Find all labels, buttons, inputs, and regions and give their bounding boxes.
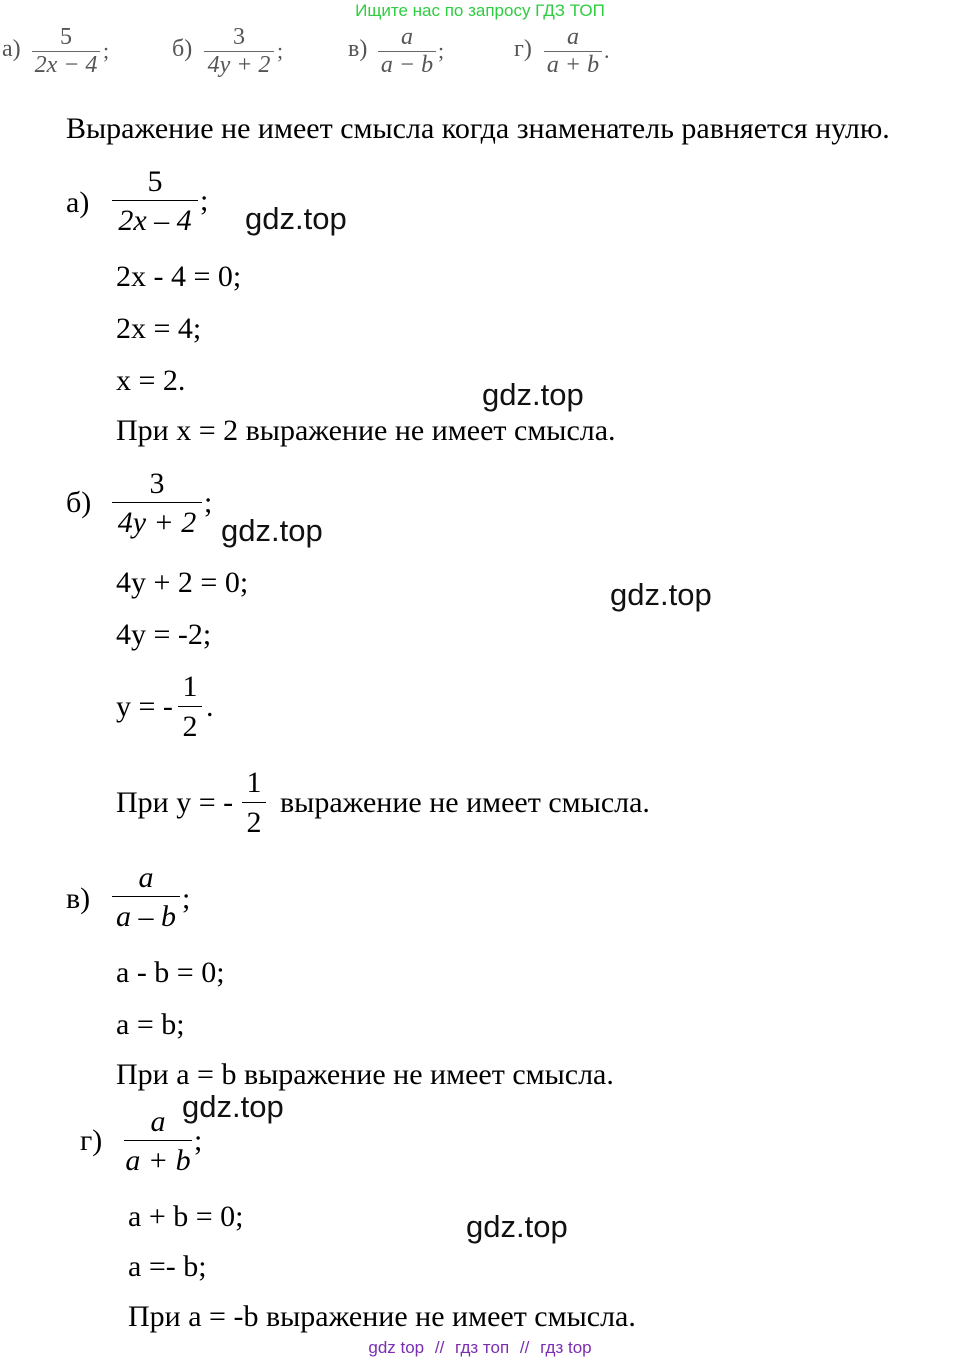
sol-b-fraction [112, 466, 202, 543]
sol-b-step-2: 4y = -2; [116, 618, 212, 651]
sol-d-punct: ; [194, 1124, 203, 1157]
task-d-numerator: a [567, 24, 579, 50]
sol-d-conclusion: При a = -b выражение не имеет смысла. [128, 1300, 636, 1333]
sol-b-conclusion-rest: выражение не имеет смысла. [280, 786, 650, 819]
sol-d-label: г) [80, 1124, 103, 1157]
task-a-fraction [32, 24, 100, 79]
sol-c-conclusion: При a = b выражение не имеет смысла. [116, 1058, 614, 1091]
watermark: gdz.top [221, 513, 323, 548]
sol-a-label: а) [66, 186, 90, 219]
task-a-numerator: 5 [60, 24, 72, 50]
sol-c-denominator: a – b [116, 900, 176, 933]
sol-b-conclusion-fraction [242, 764, 266, 843]
sol-b-conclusion-numerator: 1 [246, 766, 262, 799]
footer-link[interactable]: гдз топ [455, 1338, 510, 1357]
sol-b-conclusion-lhs: При y = - [116, 786, 234, 819]
task-c-fraction [378, 24, 436, 79]
footer-link[interactable]: gdz top [368, 1338, 425, 1357]
sol-b-conclusion-denominator: 2 [246, 806, 262, 839]
sol-c-step-1: a - b = 0; [116, 956, 225, 989]
footer-separator: // [519, 1338, 530, 1357]
task-b-punct: ; [277, 38, 284, 63]
sol-a-punct: ; [200, 184, 209, 217]
intro-text: Выражение не имеет смысла когда знаменатель равняется нулю. [66, 112, 890, 145]
task-b-label: б) [172, 36, 193, 62]
sol-b-step-3-lhs: y = - [116, 690, 173, 723]
search-hint[interactable]: Ищите нас по запросу ГДЗ ТОП [355, 1, 605, 20]
sol-b-step-3-punct: . [206, 690, 214, 723]
footer-separator: // [434, 1338, 445, 1357]
task-a-denominator: 2x − 4 [34, 52, 98, 78]
footer-links [0, 1338, 960, 1358]
task-b-numerator: 3 [233, 24, 245, 50]
sol-a-fraction [112, 164, 198, 241]
task-d-fraction [544, 24, 602, 79]
sol-c-numerator: a [138, 861, 154, 894]
task-c-label: в) [348, 36, 368, 62]
sol-c-punct: ; [182, 882, 191, 915]
sol-d-step-2: a =- b; [128, 1250, 207, 1283]
watermark: gdz.top [182, 1089, 284, 1124]
task-c-punct: ; [438, 38, 445, 63]
sol-a-step-3: x = 2. [116, 364, 186, 397]
task-b-denominator: 4y + 2 [207, 52, 271, 78]
sol-b-punct: ; [204, 486, 213, 519]
sol-b-step-1: 4y + 2 = 0; [116, 566, 249, 599]
sol-c-fraction [112, 860, 180, 937]
sol-d-numerator: a [150, 1105, 166, 1138]
sol-c-step-2: a = b; [116, 1008, 185, 1041]
sol-a-denominator: 2x – 4 [118, 204, 192, 237]
footer-link[interactable]: гдз top [540, 1338, 592, 1357]
sol-a-step-1: 2x - 4 = 0; [116, 260, 242, 293]
sol-b-step-3-denominator: 2 [182, 710, 198, 743]
sol-b-denominator: 4y + 2 [117, 506, 197, 539]
task-d-denominator: a + b [546, 52, 600, 78]
task-b-fraction [204, 24, 274, 79]
task-c-numerator: a [401, 24, 413, 50]
sol-d-step-1: a + b = 0; [128, 1200, 244, 1233]
task-d-label: г) [514, 36, 532, 62]
task-a-label: а) [2, 36, 21, 62]
sol-a-conclusion: При x = 2 выражение не имеет смысла. [116, 414, 616, 447]
task-c-denominator: a − b [380, 52, 434, 78]
sol-d-denominator: a + b [125, 1144, 191, 1177]
sol-b-label: б) [66, 486, 92, 519]
sol-a-numerator: 5 [147, 165, 163, 198]
sol-b-numerator: 3 [149, 467, 165, 500]
task-d-punct: . [604, 38, 610, 63]
sol-b-step-3-numerator: 1 [182, 670, 198, 703]
watermark: gdz.top [466, 1209, 568, 1244]
watermark: gdz.top [482, 377, 584, 412]
watermark: gdz.top [610, 577, 712, 612]
watermark: gdz.top [245, 201, 347, 236]
sol-c-label: в) [66, 882, 91, 915]
sol-b-step-3-fraction [178, 668, 202, 747]
sol-a-step-2: 2x = 4; [116, 312, 202, 345]
task-a-punct: ; [103, 38, 110, 63]
